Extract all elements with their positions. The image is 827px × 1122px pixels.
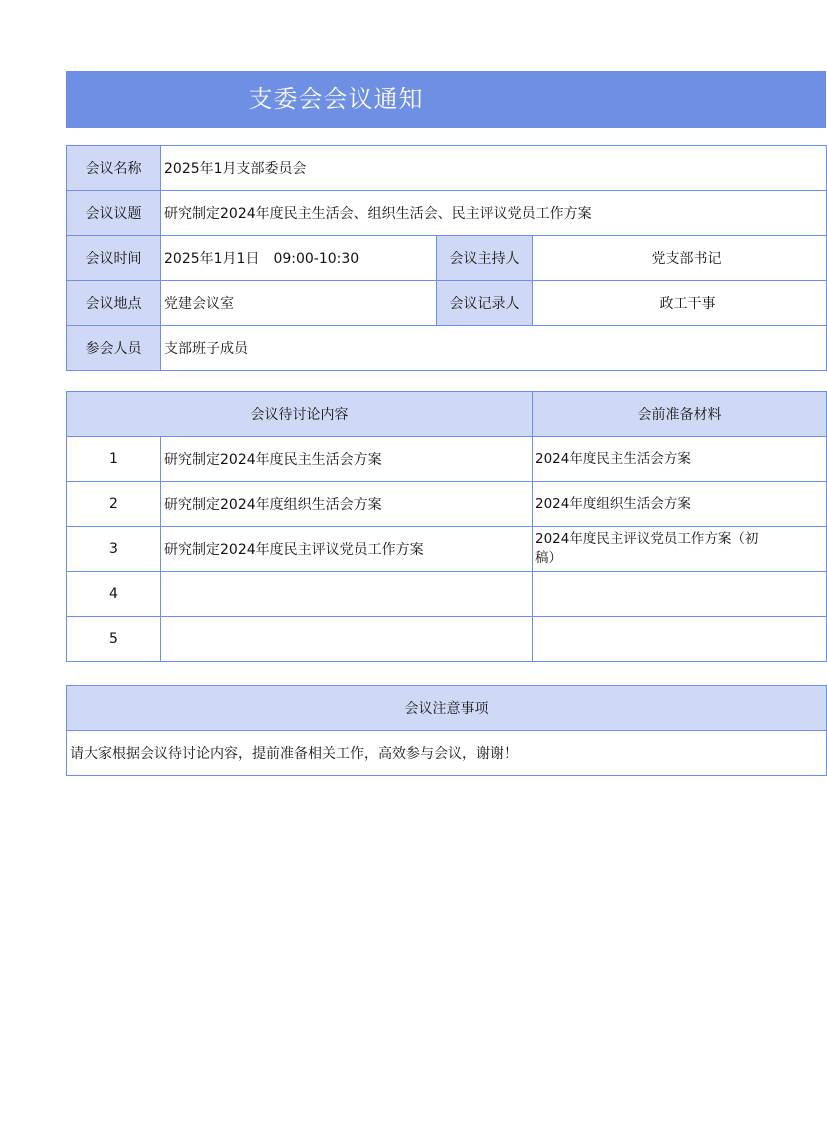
meeting-place-label: 会议地点: [67, 281, 161, 326]
meeting-place-value[interactable]: 党建会议室: [161, 281, 437, 326]
agenda-row-material-line2: 稿）: [535, 550, 562, 566]
agenda-materials-header-text: 会前准备材料: [637, 407, 722, 423]
attendees-value[interactable]: 支部班子成员: [161, 326, 827, 371]
agenda-table: [66, 391, 827, 662]
agenda-row-number: 4: [67, 572, 161, 617]
agenda-row-material[interactable]: 2024年度民主生活会方案: [533, 437, 827, 482]
meeting-recorder-label: 会议记录人: [437, 281, 533, 326]
notes-header-text: 会议注意事项: [404, 701, 489, 717]
meeting-name-value[interactable]: 2025年1月支部委员会: [161, 146, 827, 191]
title-banner: [66, 71, 826, 128]
info-row-name: [67, 146, 827, 191]
attendees-label: 参会人员: [67, 326, 161, 371]
agenda-row-material[interactable]: [533, 572, 827, 617]
meeting-recorder-value[interactable]: [533, 281, 827, 326]
meeting-name-label: 会议名称: [67, 146, 161, 191]
notes-header-row: [67, 686, 827, 731]
meeting-time-value[interactable]: 2025年1月1日 09:00-10:30: [161, 236, 437, 281]
agenda-row-content[interactable]: 研究制定2024年度民主生活会方案: [161, 437, 533, 482]
info-row-topic: [67, 191, 827, 236]
meeting-host-label: 会议主持人: [437, 236, 533, 281]
agenda-materials-header: [533, 392, 827, 437]
meeting-host-value[interactable]: [533, 236, 827, 281]
meeting-topic-label: 会议议题: [67, 191, 161, 236]
notes-text[interactable]: 请大家根据会议待讨论内容，提前准备相关工作，高效参与会议，谢谢！: [67, 731, 827, 776]
meeting-recorder-text: 政工干事: [659, 296, 716, 312]
info-row-attendees: [67, 326, 827, 371]
agenda-row-material[interactable]: 2024年度组织生活会方案: [533, 482, 827, 527]
agenda-content-header: 会议待讨论内容: [67, 392, 533, 437]
meeting-time-label: 会议时间: [67, 236, 161, 281]
agenda-header-row: [67, 392, 827, 437]
page-title: 支委会会议通知: [248, 85, 424, 113]
agenda-row-content[interactable]: [161, 572, 533, 617]
meeting-host-text: 党支部书记: [651, 251, 722, 267]
agenda-row: [67, 617, 827, 662]
agenda-row-content[interactable]: 研究制定2024年度组织生活会方案: [161, 482, 533, 527]
info-row-time: [67, 236, 827, 281]
meeting-topic-value[interactable]: 研究制定2024年度民主生活会、组织生活会、民主评议党员工作方案: [161, 191, 827, 236]
meeting-info-table: [66, 145, 827, 371]
agenda-row-material[interactable]: [533, 617, 827, 662]
agenda-row: [67, 437, 827, 482]
agenda-row-number: 1: [67, 437, 161, 482]
agenda-row-material-line1: 2024年度民主评议党员工作方案（初: [535, 531, 759, 547]
agenda-row-number: 2: [67, 482, 161, 527]
agenda-row-number: 5: [67, 617, 161, 662]
notes-text-row: [67, 731, 827, 776]
agenda-row-material[interactable]: [533, 527, 827, 572]
agenda-row-number: 3: [67, 527, 161, 572]
agenda-row: [67, 572, 827, 617]
agenda-row-content[interactable]: [161, 617, 533, 662]
notes-header: [67, 686, 827, 731]
info-row-place: [67, 281, 827, 326]
notes-table: [66, 685, 827, 776]
agenda-row: [67, 527, 827, 572]
agenda-row-content[interactable]: 研究制定2024年度民主评议党员工作方案: [161, 527, 533, 572]
agenda-row: [67, 482, 827, 527]
